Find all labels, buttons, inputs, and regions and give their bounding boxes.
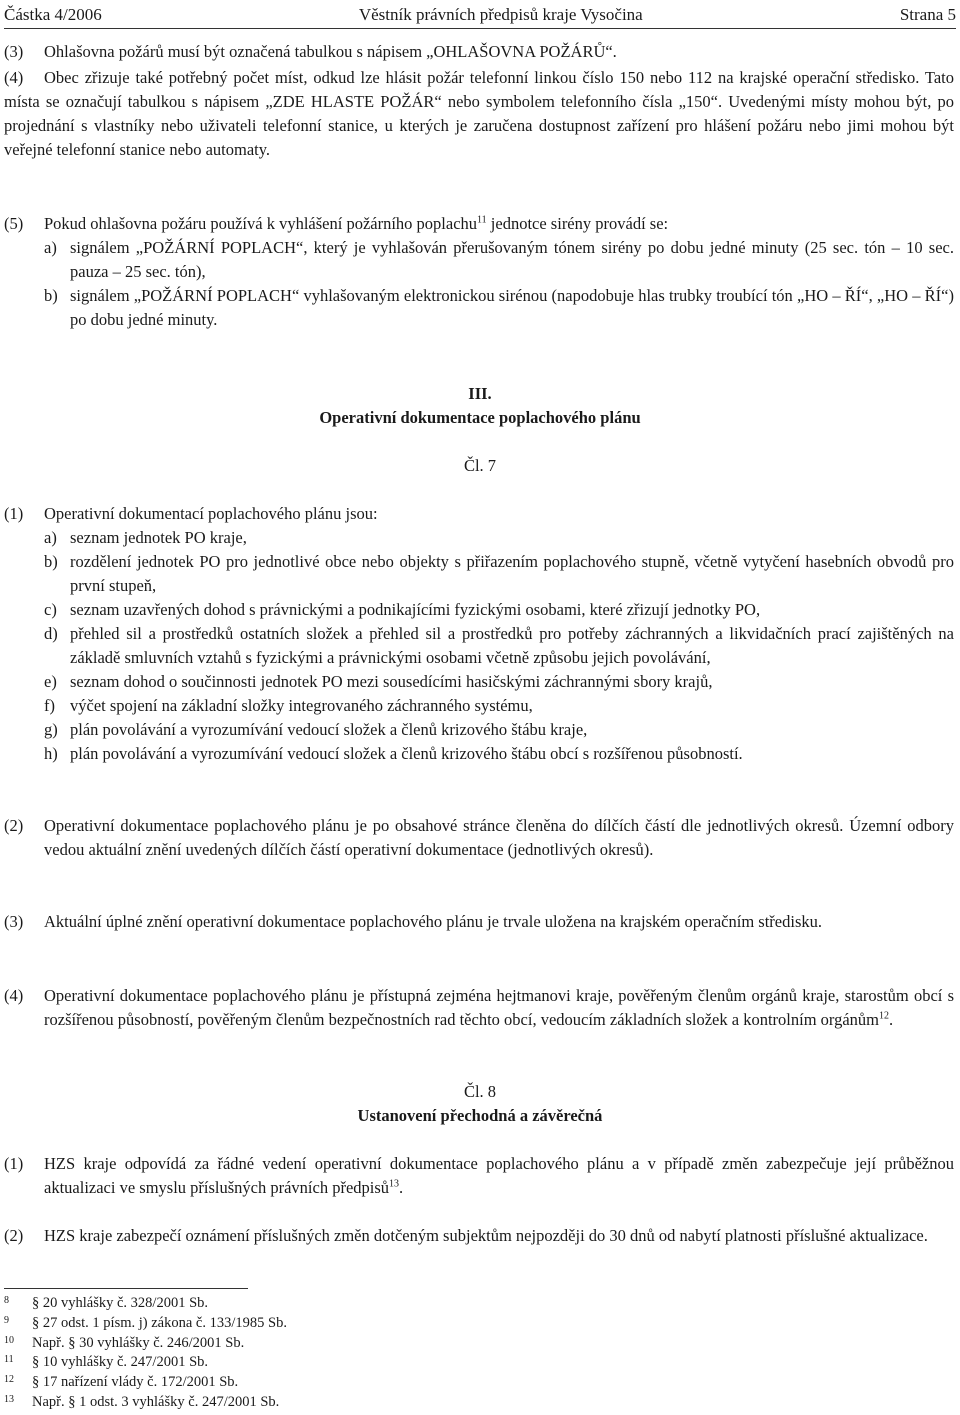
paragraph-number: (3)	[4, 912, 24, 931]
section-number: III.	[468, 384, 492, 403]
list-item: c) seznam uzavřených dohod s právnickými a podnikajícími fyzickými osobami, které zřizují jednotky PO,	[44, 600, 761, 619]
paragraph-number: (5)	[4, 214, 24, 233]
header-journal-title: Věstník právních předpisů kraje Vysočina	[358, 5, 643, 24]
footnote-ref[interactable]: 12	[879, 1010, 890, 1022]
paragraph-3	[4, 40, 954, 64]
paragraph-text: Operativní dokumentace poplachového plánu je po obsahové stránce členěna do dílčích částí dle jednotlivých okresů. Územní odbory vedou aktuální znění uvedených dílčích částí operativní dokumentace (jednotlivých okresů).	[44, 816, 954, 859]
list-item: f) výčet spojení na základní složky integrovaného záchranného systému,	[44, 696, 533, 715]
paragraph-number: (2)	[4, 1226, 24, 1245]
article-number: Čl. 7	[463, 456, 497, 475]
paragraph-text: HZS kraje zabezpečí oznámení příslušných změn dotčeným subjektům nejpozději do 30 dnů od nabytí platnosti příslušné aktualizace.	[44, 1226, 928, 1245]
footnote: 11 § 10 vyhlášky č. 247/2001 Sb.	[4, 1354, 209, 1371]
paragraph-1	[4, 502, 954, 766]
footnotes	[4, 1294, 287, 1413]
paragraph-text: Aktuální úplné znění operativní dokumentace poplachového plánu je trvale uložena na krajském operačním středisku.	[44, 912, 822, 931]
footnote-ref[interactable]: 13	[389, 1178, 400, 1190]
paragraph-5	[4, 212, 954, 332]
section-title: Operativní dokumentace poplachového plánu	[319, 408, 641, 427]
paragraph-text: Ohlašovna požárů musí být označená tabulkou s nápisem „OHLAŠOVNA POŽÁRŮ“.	[44, 42, 617, 61]
list-item: g) plán povolávání a vyrozumívání vedoucí složek a členů krizového štábu kraje,	[44, 720, 588, 739]
footnote: 8 § 20 vyhlášky č. 328/2001 Sb.	[4, 1295, 209, 1311]
list-item: e) seznam dohod o součinnosti jednotek PO mezi sousedícími hasičskými záchrannými sbory krajů,	[44, 672, 713, 691]
list-item: b) signálem „POŽÁRNÍ POPLACH“ vyhlašovaným elektronickou sirénou (napodobuje hlas trubky troubící tón „HO – ŘÍ“, „HO – ŘÍ“) po dobu jedné minuty.	[44, 286, 954, 329]
paragraph-number: (3)	[4, 42, 24, 61]
list-item: a) signálem „POŽÁRNÍ POPLACH“, který je vyhlašován přerušovaným tónem sirény po dobu jedné minuty (25 sec. tón – 10 sec. pauza – 25 sec. tón),	[44, 238, 954, 281]
paragraph-intro: Operativní dokumentací poplachového plánu jsou:	[44, 504, 378, 523]
article-title: Ustanovení přechodná a závěrečná	[357, 1106, 603, 1125]
paragraph-number: (4)	[4, 986, 24, 1005]
article8-paragraph-2	[4, 1224, 954, 1248]
paragraph-number: (2)	[4, 816, 24, 835]
paragraph-3b	[4, 910, 954, 934]
paragraph-intro: Pokud ohlašovna požáru používá k vyhlášení požárního poplachu$^{11}$ jednotce sirény provádí se:	[44, 214, 669, 233]
list-item: h) plán povolávání a vyrozumívání vedoucí složek a členů krizového štábu obcí s rozšířenou působností.	[44, 744, 743, 763]
paragraph-number: (4)	[4, 68, 24, 87]
article8-paragraph-1	[4, 1152, 954, 1200]
list-item: d) přehled sil a prostředků ostatních složek a přehled sil a prostředků pro potřeby záchranných a likvidačních prací zajištěných na základě smluvních vztahů s fyzickými a právnickými osobami včetně způsobu jejich povolávání,	[44, 624, 954, 667]
paragraph-text: Operativní dokumentace poplachového plánu je přístupná zejména hejtmanovi kraje, pověřeným členům orgánů kraje, starostům obcí s rozšířenou působností, pověřeným členům bezpečnostních rad těchto obcí, vedoucím základních složek a kontrolním orgánům$^{12}$.	[44, 986, 954, 1029]
page-header	[4, 2, 956, 29]
paragraph-text: Obec zřizuje také potřebný počet míst, odkud lze hlásit požár telefonní linkou číslo 150 nebo 112 na krajské operační středisko. Tato místa se označují tabulkou s nápisem „ZDE HLASTE POŽÁR“ nebo symbolem telefonního čísla „150“. Uvedenými místy mohou být, po projednání s vlastníky nebo uživateli telefonní stanice, u kterých je zaručena dostupnost zařízení pro hlášení požáru nebo jimi mohou být veřejné telefonní stanice nebo automaty.	[4, 68, 954, 159]
paragraph-text: HZS kraje odpovídá za řádné vedení operativní dokumentace poplachového plánu a v případě změn zabezpečuje její průběžnou aktualizaci ve smyslu příslušných právních předpisů$^{13}$.	[44, 1154, 954, 1197]
header-issue: Částka 4/2006	[4, 5, 102, 24]
footnote-separator	[4, 1288, 248, 1289]
paragraph-4	[4, 66, 954, 162]
list-item: a) seznam jednotek PO kraje,	[44, 528, 247, 547]
footnote: 10 Např. § 30 vyhlášky č. 246/2001 Sb.	[4, 1334, 245, 1351]
footnote: 12 § 17 nařízení vlády č. 172/2001 Sb.	[4, 1374, 239, 1391]
article-number: Čl. 8	[463, 1082, 497, 1101]
paragraph-2	[4, 814, 954, 862]
footnote: 13 Např. § 1 odst. 3 vyhlášky č. 247/2001 Sb.	[4, 1393, 280, 1410]
list-item: b) rozdělení jednotek PO pro jednotlivé obce nebo objekty s přiřazením poplachového stupně, včetně vytyčení hasebních obvodů pro první stupeň,	[44, 552, 954, 595]
documentation-list	[44, 526, 954, 766]
paragraph-number: (1)	[4, 1154, 24, 1173]
footnote-ref[interactable]: 11	[477, 214, 487, 226]
header-page-number: Strana 5	[899, 5, 956, 24]
paragraph-number: (1)	[4, 504, 24, 523]
footnote: 9 § 27 odst. 1 písm. j) zákona č. 133/1985 Sb.	[4, 1314, 287, 1331]
siren-signal-list	[44, 236, 954, 332]
paragraph-4b	[4, 984, 954, 1032]
